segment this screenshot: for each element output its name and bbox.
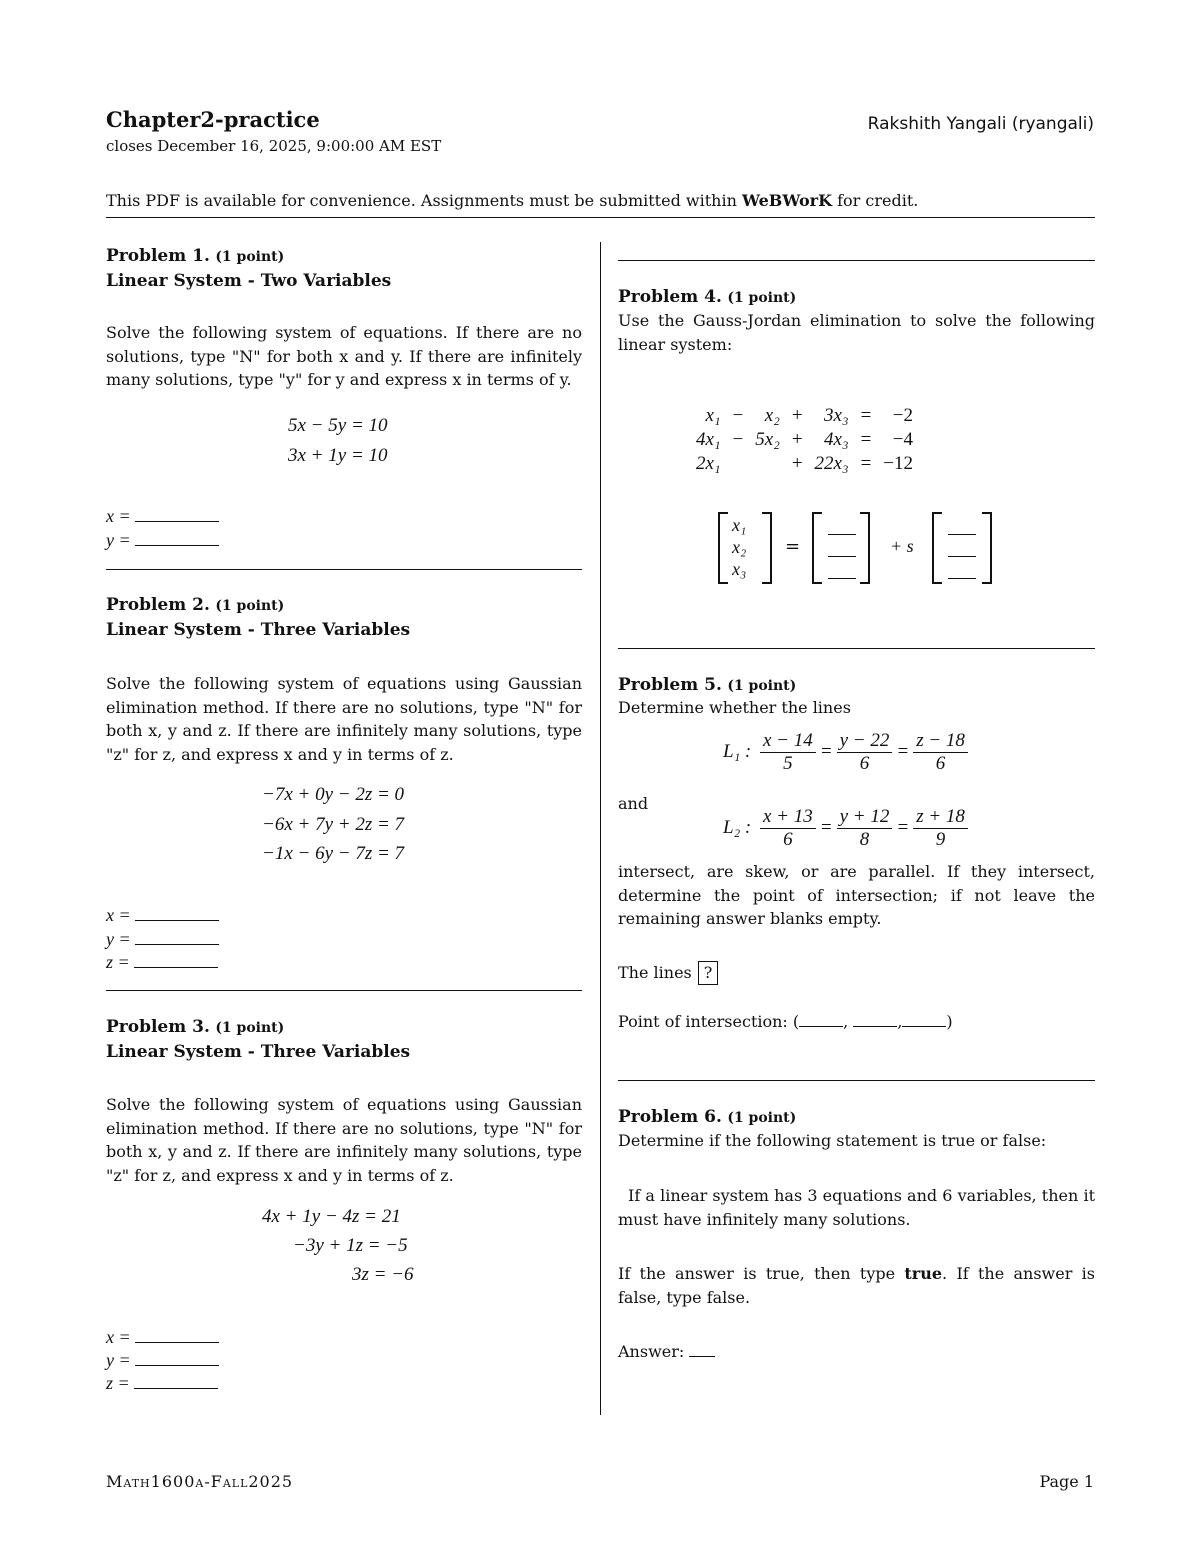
system-row: 4x₁ − 5x₂ + 4x₃ = −4 — [696, 429, 914, 450]
fraction: $\frac{y + 12}{8}$ — [837, 806, 893, 851]
problem-5-and: and — [618, 794, 649, 813]
problem-2-equation: −6x + 7y + 2z = 7 — [262, 814, 405, 835]
problem-divider — [106, 569, 582, 570]
plus-s: + s — [890, 536, 914, 556]
problem-3-equation: 3z = −6 — [352, 1264, 414, 1285]
fraction: $\frac{y - 22}{6}$ — [837, 730, 893, 775]
problem-3-equation: −3y + 1z = −5 — [293, 1235, 408, 1256]
problem-4-header: Problem 4. (1 point) — [618, 287, 797, 307]
header-rule — [106, 217, 1095, 218]
problem-1-equation: 5x − 5y = 10 — [288, 415, 388, 436]
answer-blank[interactable] — [948, 544, 976, 557]
answer-blank[interactable] — [828, 544, 856, 557]
due-date: closes December 16, 2025, 9:00:00 AM EST — [106, 137, 442, 155]
problem-1-header: Problem 1. (1 point) Linear System - Two Variables — [106, 246, 392, 291]
fraction: $\frac{x - 14}{5}$ — [760, 730, 816, 775]
answer-blank[interactable] — [828, 522, 856, 535]
problem-divider — [618, 648, 1095, 649]
system-row: 2x₁ + 22x₃ = −12 — [696, 453, 914, 474]
point-of-intersection: Point of intersection: ( , , ) — [618, 1012, 953, 1031]
problem-6-instructions: If the answer is true, then type true. If the answer is false, type false. — [618, 1264, 1095, 1307]
problem-6-statement: If a linear system has 3 equations and 6 variables, then it must have infinitely many solutions. — [618, 1186, 1095, 1229]
answer-blank[interactable] — [853, 1012, 897, 1027]
left-bracket — [718, 512, 728, 584]
problem-3-answer-z: z = — [106, 1372, 218, 1396]
problem-3-header: Problem 3. (1 point) Linear System - Three Variables — [106, 1017, 411, 1062]
webwork-name: WeBWorK — [741, 191, 832, 210]
vector-variables: x₁ x₂ x₃ — [732, 515, 747, 579]
problem-4-system — [690, 404, 919, 476]
problem-3-subtitle: Linear System - Three Variables — [106, 1042, 411, 1062]
answer-blank[interactable] — [948, 566, 976, 579]
problem-divider — [106, 990, 582, 991]
answer-blank-x[interactable] — [135, 507, 219, 522]
problem-5-text: intersect, are skew, or are parallel. If they intersect, determine the point of intersection; if not leave the remaining answer blanks empty. — [618, 862, 1095, 928]
lines-answer: The lines ? — [618, 961, 718, 985]
problem-1-text: Solve the following system of equations. If there are no solutions, type "N" for both x and y. If there are infinitely many solutions, type "y" for y and express x in terms of y. — [106, 323, 582, 389]
page-number: Page 1 — [1039, 1472, 1094, 1491]
answer-blank-y[interactable] — [135, 1351, 219, 1366]
problem-6-header: Problem 6. (1 point) — [618, 1107, 797, 1127]
answer-blank[interactable] — [799, 1012, 843, 1027]
problem-1-subtitle: Linear System - Two Variables — [106, 271, 392, 291]
problem-2-equation: −1x − 6y − 7z = 7 — [262, 843, 405, 864]
problem-2-answer-y: y = — [106, 928, 219, 952]
problem-divider — [618, 260, 1095, 261]
problem-3-answer-x: x = — [106, 1326, 219, 1350]
problem-6-intro: Determine if the following statement is true or false: — [618, 1131, 1047, 1150]
problem-6-answer: Answer: — [618, 1340, 715, 1364]
right-bracket — [982, 512, 992, 584]
answer-blank-y[interactable] — [135, 531, 219, 546]
student-name: Rakshith Yangali (ryangali) — [867, 114, 1094, 134]
problem-2-equation: −7x + 0y − 2z = 0 — [262, 784, 405, 805]
problem-3-equation: 4x + 1y − 4z = 21 — [262, 1206, 401, 1227]
problem-3-text: Solve the following system of equations using Gaussian elimination method. If there are no solutions, type "N" for both x, y and z. If there are infinitely many solutions, type "z" for z, and express x and y in terms of z. — [106, 1095, 582, 1185]
answer-blank[interactable] — [948, 522, 976, 535]
answer-blank[interactable] — [902, 1012, 946, 1027]
problem-2-answer-z: z = — [106, 951, 218, 975]
answer-blank-x[interactable] — [135, 1328, 219, 1343]
page-title: Chapter2-practice — [106, 107, 320, 132]
line-L2: L₂ : $\frac{x + 13}{6}$ = $\frac{y + 12}{8}$ = $\frac{z + 18}{9}$ — [723, 806, 972, 851]
vector-blanks — [948, 522, 976, 579]
problem-5-intro: Determine whether the lines — [618, 698, 851, 717]
answer-blank-y[interactable] — [135, 930, 219, 945]
problem-1-answer-y: y = — [106, 529, 219, 553]
notice: This PDF is available for convenience. Assignments must be submitted within WeBWorK for credit. — [106, 191, 919, 210]
left-bracket — [932, 512, 942, 584]
fraction: $\frac{z - 18}{6}$ — [913, 730, 968, 775]
problem-2-header: Problem 2. (1 point) Linear System - Three Variables — [106, 595, 411, 640]
answer-blank[interactable] — [689, 1342, 715, 1357]
problem-4-text: Use the Gauss-Jordan elimination to solve the following linear system: — [618, 311, 1095, 354]
problem-divider — [618, 1080, 1095, 1081]
vector-blanks — [828, 522, 856, 579]
problem-3-answer-y: y = — [106, 1349, 219, 1373]
problem-1-equation: 3x + 1y = 10 — [288, 445, 388, 466]
problem-5-header: Problem 5. (1 point) — [618, 675, 797, 695]
answer-blank-z[interactable] — [134, 953, 218, 968]
system-row: x₁ − x₂ + 3x₃ = −2 — [705, 405, 914, 426]
problem-1-answer-x: x = — [106, 505, 219, 529]
problem-2-subtitle: Linear System - Three Variables — [106, 620, 411, 640]
right-bracket — [762, 512, 772, 584]
course-name: Math1600a-Fall2025 — [106, 1472, 294, 1491]
fraction: $\frac{z + 18}{9}$ — [913, 806, 968, 851]
right-bracket — [860, 512, 870, 584]
lines-select[interactable]: ? — [698, 961, 719, 985]
answer-blank[interactable] — [828, 566, 856, 579]
answer-blank-z[interactable] — [134, 1374, 218, 1389]
left-bracket — [812, 512, 822, 584]
fraction: $\frac{x + 13}{6}$ — [760, 806, 816, 851]
problem-2-text: Solve the following system of equations using Gaussian elimination method. If there are no solutions, type "N" for both x, y and z. If there are infinitely many solutions, type "z" for z, and express x and y in terms of z. — [106, 674, 582, 764]
line-L1: L₁ : $\frac{x - 14}{5}$ = $\frac{y - 22}{6}$ = $\frac{z - 18}{6}$ — [723, 730, 972, 775]
problem-2-answer-x: x = — [106, 904, 219, 928]
column-divider — [600, 242, 601, 1415]
vector-equals: = — [785, 536, 801, 557]
answer-blank-x[interactable] — [135, 906, 219, 921]
